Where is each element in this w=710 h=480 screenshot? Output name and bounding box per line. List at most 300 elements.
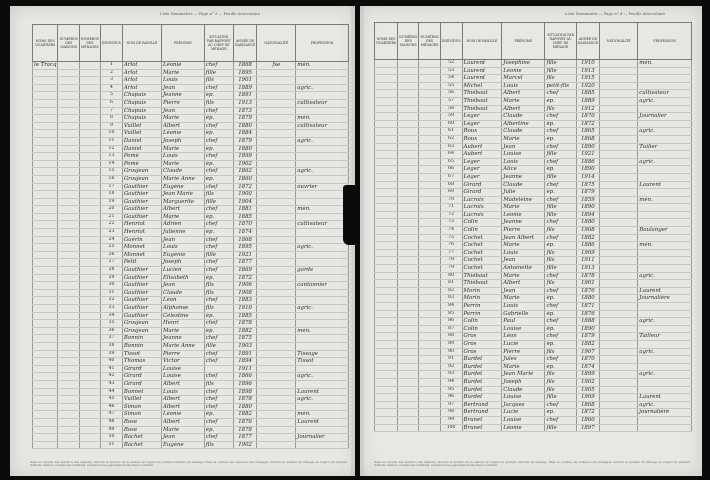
- cell-prenom: Marie: [502, 97, 545, 105]
- cell-prenom: Alphonse: [162, 305, 205, 313]
- cell-nom: Daniel: [122, 137, 161, 145]
- cell-annee: 1860: [576, 416, 600, 424]
- table-row: [375, 204, 692, 212]
- cell-sit: chef: [545, 356, 576, 364]
- cell-q: [33, 213, 58, 221]
- cell-h: [419, 416, 440, 424]
- cell-i: 9: [101, 122, 123, 130]
- cell-nom: Bonnet: [122, 388, 161, 396]
- cell-annee: 1882: [576, 340, 600, 348]
- cell-annee: 1860: [233, 175, 257, 183]
- cell-nom: Gros: [462, 348, 502, 356]
- cell-prenom: Albert: [502, 90, 545, 98]
- cell-sit: ép.: [545, 135, 576, 143]
- cell-nat: [600, 158, 638, 166]
- cell-sit: chef: [545, 234, 576, 242]
- cell-i: 30: [101, 282, 123, 290]
- cell-m: [58, 380, 79, 388]
- cell-prenom: Louis: [502, 249, 545, 257]
- cell-prenom: Marie: [502, 272, 545, 280]
- table-body: [33, 62, 349, 449]
- cell-sit: chef: [204, 373, 233, 381]
- cell-h: [419, 409, 440, 417]
- cell-i: 83: [440, 295, 462, 303]
- table-row: [375, 181, 692, 189]
- cell-nom: Burdet: [462, 386, 502, 394]
- cell-nat: [600, 60, 638, 68]
- cell-annee: 1895: [233, 69, 257, 77]
- cell-sit: chef: [545, 287, 576, 295]
- cell-nat: [257, 69, 296, 77]
- column-header: NOM DE FAMILLE: [462, 23, 502, 60]
- cell-sit: ép.: [204, 130, 233, 138]
- column-header: ANNÉE DE NAISSANCE: [233, 25, 257, 62]
- cell-m: [398, 227, 419, 235]
- cell-q: [33, 183, 58, 191]
- cell-nat: [600, 363, 638, 371]
- cell-h: [419, 82, 440, 90]
- table-row: [375, 257, 692, 265]
- cell-m: [58, 107, 79, 115]
- cell-prof: agric.: [638, 97, 692, 105]
- cell-m: [58, 130, 79, 138]
- cell-prenom: Léon: [162, 297, 205, 305]
- cell-m: [398, 424, 419, 432]
- cell-prenom: Albert: [162, 206, 205, 214]
- cell-prof: [638, 378, 692, 386]
- cell-annee: 1879: [233, 137, 257, 145]
- cell-prenom: Jacques: [502, 401, 545, 409]
- cell-sit: ép.: [545, 363, 576, 371]
- cell-nat: [600, 113, 638, 121]
- cell-annee: 1906: [233, 282, 257, 290]
- cell-m: [398, 151, 419, 159]
- cell-nat: [600, 90, 638, 98]
- cell-i: 6: [101, 99, 123, 107]
- table-row: [33, 418, 349, 426]
- cell-nat: [257, 122, 296, 130]
- cell-prenom: Jeanne: [502, 219, 545, 227]
- cell-nom: Chapuis: [122, 99, 161, 107]
- cell-h: [419, 151, 440, 159]
- cell-annee: 1865: [576, 128, 600, 136]
- cell-q: [375, 280, 398, 288]
- cell-q: [33, 236, 58, 244]
- cell-annee: 1872: [576, 409, 600, 417]
- cell-annee: 1901: [576, 280, 600, 288]
- cell-sit: ép.: [545, 340, 576, 348]
- cell-nat: [257, 145, 296, 153]
- cell-q: [375, 60, 398, 68]
- cell-q: [33, 396, 58, 404]
- cell-h: [419, 97, 440, 105]
- cell-h: [79, 327, 100, 335]
- cell-q: [375, 424, 398, 432]
- table-row: [375, 303, 692, 311]
- cell-nat: [257, 153, 296, 161]
- cell-annee: 1885: [576, 90, 600, 98]
- table-row: [33, 115, 349, 123]
- cell-i: 92: [440, 363, 462, 371]
- cell-h: [419, 363, 440, 371]
- cell-nom: Colin: [462, 318, 502, 326]
- cell-nom: Henriot: [122, 229, 161, 237]
- cell-i: 81: [440, 280, 462, 288]
- cell-i: 88: [440, 333, 462, 341]
- cell-sit: chef: [204, 259, 233, 267]
- cell-nat: [257, 327, 296, 335]
- cell-nat: [600, 356, 638, 364]
- cell-sit: fils: [545, 280, 576, 288]
- cell-i: 49: [101, 426, 123, 434]
- cell-prof: [296, 145, 349, 153]
- cell-nom: Girard: [122, 365, 161, 373]
- cell-prof: cultivateur: [296, 221, 349, 229]
- cell-h: [79, 122, 100, 130]
- cell-prenom: Jean: [162, 282, 205, 290]
- cell-i: 8: [101, 115, 123, 123]
- table-row: [33, 236, 349, 244]
- cell-q: [33, 418, 58, 426]
- cell-h: [79, 251, 100, 259]
- cell-h: [79, 206, 100, 214]
- table-row: [375, 82, 692, 90]
- cell-nom: Pomé: [122, 153, 161, 161]
- cell-h: [79, 342, 100, 350]
- cell-m: [398, 348, 419, 356]
- cell-q: [33, 160, 58, 168]
- cell-prenom: Jeanne: [162, 335, 205, 343]
- cell-h: [419, 158, 440, 166]
- cell-i: 7: [101, 107, 123, 115]
- cell-i: 75: [440, 234, 462, 242]
- cell-i: 84: [440, 303, 462, 311]
- cell-m: [58, 92, 79, 100]
- cell-prenom: Léonie: [162, 62, 205, 70]
- cell-nom: Monnet: [122, 251, 161, 259]
- cell-sit: chef: [545, 128, 576, 136]
- cell-nat: [257, 160, 296, 168]
- table-row: [375, 67, 692, 75]
- cell-nat: [600, 219, 638, 227]
- table-row: [375, 97, 692, 105]
- cell-annee: 1910: [576, 60, 600, 68]
- cell-nom: Aubert: [462, 143, 502, 151]
- cell-nom: Grosjean: [122, 327, 161, 335]
- cell-nom: Grosjean: [122, 175, 161, 183]
- cell-m: [58, 168, 79, 176]
- cell-m: [58, 62, 79, 70]
- cell-sit: chef: [204, 434, 233, 442]
- table-row: [33, 373, 349, 381]
- cell-prof: cultivateur: [638, 90, 692, 98]
- cell-nat: [600, 257, 638, 265]
- cell-annee: 1909: [576, 249, 600, 257]
- cell-m: [398, 257, 419, 265]
- cell-m: [398, 120, 419, 128]
- cell-i: 77: [440, 249, 462, 257]
- cell-nom: Chapuis: [122, 115, 161, 123]
- cell-nat: [257, 312, 296, 320]
- cell-q: [33, 434, 58, 442]
- cell-prof: [638, 356, 692, 364]
- table-body: [375, 60, 692, 432]
- cell-annee: 1885: [233, 312, 257, 320]
- table-row: [375, 386, 692, 394]
- table-row: [375, 363, 692, 371]
- cell-prenom: Louise: [162, 365, 205, 373]
- cell-prof: mén.: [296, 327, 349, 335]
- cell-q: [375, 371, 398, 379]
- table-row: [375, 295, 692, 303]
- cell-q: [375, 234, 398, 242]
- cell-nom: Cochet: [462, 234, 502, 242]
- cell-i: 16: [101, 175, 123, 183]
- cell-h: [79, 305, 100, 313]
- table-row: [375, 166, 692, 174]
- table-row: [375, 242, 692, 250]
- cell-nat: [257, 350, 296, 358]
- cell-prof: Tissot: [296, 358, 349, 366]
- cell-annee: 1913: [576, 265, 600, 273]
- cell-q: [375, 242, 398, 250]
- cell-sit: ép.: [204, 160, 233, 168]
- cell-prenom: Albert: [162, 403, 205, 411]
- cell-nom: Grosjean: [122, 320, 161, 328]
- cell-nom: Perrin: [462, 310, 502, 318]
- cell-nom: Gauthier: [122, 198, 161, 206]
- cell-nom: Daniel: [122, 145, 161, 153]
- cell-annee: 1908: [233, 289, 257, 297]
- cell-prof: Laurent: [638, 181, 692, 189]
- cell-prenom: Léonie: [502, 67, 545, 75]
- cell-m: [58, 320, 79, 328]
- cell-h: [79, 145, 100, 153]
- cell-m: [398, 128, 419, 136]
- cell-prof: agric.: [638, 272, 692, 280]
- cell-i: 24: [101, 236, 123, 244]
- cell-nom: Bachet: [122, 441, 161, 449]
- cell-nom: Cochet: [462, 242, 502, 250]
- table-row: [33, 198, 349, 206]
- cell-nat: [600, 416, 638, 424]
- cell-m: [58, 282, 79, 290]
- cell-q: [33, 282, 58, 290]
- cell-h: [79, 99, 100, 107]
- cell-prenom: Albert: [502, 280, 545, 288]
- cell-q: [375, 310, 398, 318]
- cell-sit: chef: [204, 84, 233, 92]
- cell-q: [375, 143, 398, 151]
- cell-prenom: Jean: [162, 84, 205, 92]
- cell-h: [419, 181, 440, 189]
- cell-prenom: Marie: [162, 69, 205, 77]
- cell-prenom: Alice: [502, 166, 545, 174]
- header-row: [375, 23, 692, 60]
- cell-sit: chef: [204, 221, 233, 229]
- cell-m: [58, 327, 79, 335]
- table-row: [33, 213, 349, 221]
- cell-prof: Laurent: [638, 287, 692, 295]
- cell-sit: chef: [204, 388, 233, 396]
- cell-nat: [600, 340, 638, 348]
- cell-h: [79, 441, 100, 449]
- cell-prof: Boulanger: [638, 227, 692, 235]
- cell-prof: [638, 234, 692, 242]
- cell-annee: 1889: [576, 97, 600, 105]
- cell-nom: Gauthier: [122, 282, 161, 290]
- cell-sit: chef: [545, 303, 576, 311]
- cell-i: 90: [440, 348, 462, 356]
- cell-sit: petit-fils: [545, 82, 576, 90]
- cell-m: [58, 221, 79, 229]
- cell-m: [398, 249, 419, 257]
- table-row: [375, 90, 692, 98]
- cell-annee: 1882: [233, 327, 257, 335]
- cell-nat: [600, 295, 638, 303]
- cell-annee: 1891: [233, 350, 257, 358]
- cell-prenom: Marie Anne: [162, 175, 205, 183]
- table-row: [33, 441, 349, 449]
- cell-q: [375, 394, 398, 402]
- column-header: INDIVIDUS: [440, 23, 462, 60]
- cell-prof: agric.: [296, 244, 349, 252]
- cell-sit: chef: [545, 143, 576, 151]
- cell-nom: Burdet: [462, 371, 502, 379]
- cell-m: [398, 416, 419, 424]
- cell-q: [33, 297, 58, 305]
- cell-q: [33, 115, 58, 123]
- cell-sit: fille: [545, 211, 576, 219]
- cell-nat: [257, 403, 296, 411]
- cell-nat: [600, 189, 638, 197]
- cell-prof: Journalier: [296, 434, 349, 442]
- cell-prenom: Claude: [502, 113, 545, 121]
- cell-h: [79, 426, 100, 434]
- cell-annee: 1880: [233, 122, 257, 130]
- cell-i: 39: [101, 350, 123, 358]
- cell-nat: [257, 229, 296, 237]
- cell-q: [33, 403, 58, 411]
- cell-h: [79, 320, 100, 328]
- cell-prof: [638, 204, 692, 212]
- cell-m: [58, 84, 79, 92]
- cell-m: [58, 259, 79, 267]
- table-row: [375, 265, 692, 273]
- cell-annee: 1874: [233, 229, 257, 237]
- cell-nom: Burdet: [462, 363, 502, 371]
- cell-prof: [296, 198, 349, 206]
- cell-i: 59: [440, 113, 462, 121]
- cell-prof: agric.: [296, 373, 349, 381]
- cell-annee: 1885: [233, 213, 257, 221]
- cell-nat: [600, 166, 638, 174]
- table-row: [33, 229, 349, 237]
- cell-i: 47: [101, 411, 123, 419]
- cell-nom: Laurent: [462, 75, 502, 83]
- cell-q: [33, 312, 58, 320]
- cell-nom: Bonnin: [122, 342, 161, 350]
- cell-nat: [257, 373, 296, 381]
- cell-h: [79, 244, 100, 252]
- cell-prof: [296, 251, 349, 259]
- cell-q: [375, 378, 398, 386]
- cell-i: 4: [101, 84, 123, 92]
- cell-i: 14: [101, 160, 123, 168]
- cell-i: 73: [440, 219, 462, 227]
- cell-m: [398, 97, 419, 105]
- cell-prenom: Jean Marie: [162, 191, 205, 199]
- cell-prof: Laurent: [638, 394, 692, 402]
- cell-prof: [638, 325, 692, 333]
- cell-q: [33, 130, 58, 138]
- cell-annee: 1862: [233, 168, 257, 176]
- cell-h: [419, 242, 440, 250]
- cell-i: 96: [440, 394, 462, 402]
- cell-prenom: Marie: [162, 327, 205, 335]
- cell-h: [79, 77, 100, 85]
- table-row: [33, 358, 349, 366]
- cell-q: [375, 409, 398, 417]
- cell-nat: [257, 342, 296, 350]
- cell-h: [419, 280, 440, 288]
- table-row: [33, 320, 349, 328]
- cell-m: [398, 280, 419, 288]
- cell-m: [58, 350, 79, 358]
- cell-h: [419, 287, 440, 295]
- census-table: [374, 22, 692, 432]
- cell-q: [375, 113, 398, 121]
- cell-annee: 1877: [233, 434, 257, 442]
- column-header: PRÉNOMS: [502, 23, 545, 60]
- cell-prenom: Julie: [502, 189, 545, 197]
- cell-prof: [296, 191, 349, 199]
- cell-q: [375, 67, 398, 75]
- cell-prof: [296, 259, 349, 267]
- cell-q: [375, 97, 398, 105]
- cell-q: [33, 99, 58, 107]
- table-row: [375, 356, 692, 364]
- cell-prenom: Joseph: [502, 378, 545, 386]
- cell-sit: chef: [204, 206, 233, 214]
- cell-q: le Tracq: [34, 62, 57, 68]
- cell-prof: [638, 249, 692, 257]
- cell-i: 18: [101, 191, 123, 199]
- cell-prof: agric.: [638, 318, 692, 326]
- cell-m: [398, 196, 419, 204]
- cell-nom: Chapuis: [122, 92, 161, 100]
- cell-sit: ép.: [545, 97, 576, 105]
- cell-annee: 1891: [233, 92, 257, 100]
- cell-m: [398, 219, 419, 227]
- column-header: NOM DE FAMILLE: [122, 25, 161, 62]
- cell-prenom: Julienne: [162, 229, 205, 237]
- cell-h: [419, 265, 440, 273]
- cell-prenom: Louise: [162, 373, 205, 381]
- table-row: [33, 221, 349, 229]
- cell-prenom: Madeleine: [502, 196, 545, 204]
- cell-h: [419, 371, 440, 379]
- cell-prenom: Marie Anne: [162, 342, 205, 350]
- cell-m: [58, 441, 79, 449]
- cell-h: [419, 60, 440, 68]
- cell-nom: Cochet: [462, 265, 502, 273]
- cell-i: 76: [440, 242, 462, 250]
- cell-h: [79, 153, 100, 161]
- table-row: [375, 135, 692, 143]
- torn-paper-edge: [343, 185, 359, 245]
- cell-nat: [257, 251, 296, 259]
